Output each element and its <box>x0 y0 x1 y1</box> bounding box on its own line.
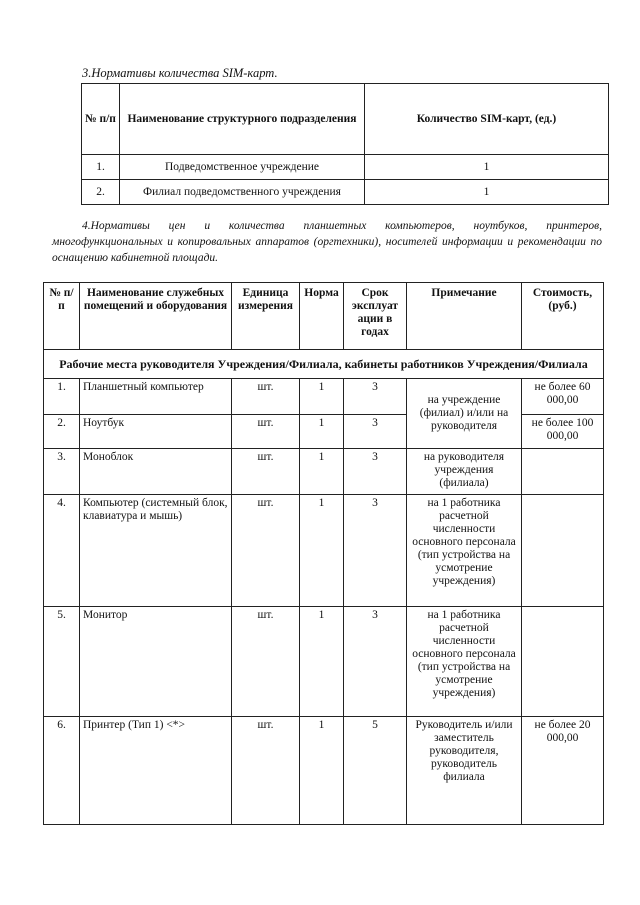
cell-name: Монитор <box>80 607 232 717</box>
col-header-num: № п/п <box>44 283 80 350</box>
cell-name: Моноблок <box>80 449 232 495</box>
cell-cost: не более 100 000,00 <box>522 415 604 449</box>
cell-note: на руководителя учреждения (филиала) <box>407 449 522 495</box>
section4-intro <box>52 218 602 266</box>
cell-name: Филиал подведомственного учреждения <box>120 180 365 205</box>
cell-num: 6. <box>44 717 80 825</box>
col-header-note: Примечание <box>407 283 522 350</box>
cell-unit: шт. <box>232 495 300 607</box>
table-row <box>82 180 609 205</box>
table-header-row <box>82 84 609 155</box>
cell-term: 3 <box>344 415 407 449</box>
cell-num: 5. <box>44 607 80 717</box>
col-header-unit: Единица измерения <box>232 283 300 350</box>
col-header-unit-name: Наименование структурного подразделения <box>120 84 365 155</box>
cell-norm: 1 <box>300 415 344 449</box>
cell-unit: шт. <box>232 379 300 415</box>
cell-unit: шт. <box>232 717 300 825</box>
section4-intro-text: 4.Нормативы цен и количества планшетных компьютеров, ноутбуков, принтеров, многофункциональных и копировальных аппаратов (оргтехники), носителей информации и рекомендации по оснащению кабинетной площади. <box>52 220 602 264</box>
cell-norm: 1 <box>300 379 344 415</box>
table-row <box>44 495 604 607</box>
table-row <box>44 449 604 495</box>
cell-note: на учреждение (филиал) и/или на руководителя <box>407 379 522 449</box>
cell-qty: 1 <box>365 180 609 205</box>
cell-num: 1. <box>44 379 80 415</box>
cell-norm: 1 <box>300 717 344 825</box>
cell-num: 2. <box>82 180 120 205</box>
col-header-cost: Стоимость, (руб.) <box>522 283 604 350</box>
cell-term: 3 <box>344 379 407 415</box>
cell-term: 3 <box>344 495 407 607</box>
cell-name: Планшетный компьютер <box>80 379 232 415</box>
cell-cost <box>522 607 604 717</box>
cell-cost <box>522 495 604 607</box>
cell-term: 3 <box>344 607 407 717</box>
cell-name: Ноутбук <box>80 415 232 449</box>
cell-cost: не более 20 000,00 <box>522 717 604 825</box>
cell-num: 1. <box>82 155 120 180</box>
cell-qty: 1 <box>365 155 609 180</box>
table-row <box>44 717 604 825</box>
sim-cards-table <box>81 83 609 205</box>
cell-num: 3. <box>44 449 80 495</box>
col-header-norm: Норма <box>300 283 344 350</box>
table-row <box>44 379 604 415</box>
cell-term: 5 <box>344 717 407 825</box>
section3-title: 3.Нормативы количества SIM-карт. <box>82 66 278 80</box>
cell-cost: не более 60 000,00 <box>522 379 604 415</box>
cell-unit: шт. <box>232 449 300 495</box>
cell-num: 2. <box>44 415 80 449</box>
group-title: Рабочие места руководителя Учреждения/Филиала, кабинеты работников Учреждения/Филиала <box>44 350 604 379</box>
group-row <box>44 350 604 379</box>
col-header-num: № п/п <box>82 84 120 155</box>
cell-cost <box>522 449 604 495</box>
cell-norm: 1 <box>300 495 344 607</box>
cell-unit: шт. <box>232 415 300 449</box>
equipment-norms-table <box>43 282 604 825</box>
col-header-term: Срок эксплуат ации в годах <box>344 283 407 350</box>
table-row <box>82 155 609 180</box>
cell-term: 3 <box>344 449 407 495</box>
cell-norm: 1 <box>300 449 344 495</box>
cell-note: на 1 работника расчетной численности основного персонала (тип устройства на усмотрение учреждения) <box>407 495 522 607</box>
table-header-row <box>44 283 604 350</box>
cell-note: Руководитель и/или заместитель руководителя, руководитель филиала <box>407 717 522 825</box>
col-header-name: Наименование служебных помещений и оборудования <box>80 283 232 350</box>
cell-num: 4. <box>44 495 80 607</box>
cell-norm: 1 <box>300 607 344 717</box>
cell-name: Принтер (Тип 1) <*> <box>80 717 232 825</box>
cell-note: на 1 работника расчетной численности основного персонала (тип устройства на усмотрение учреждения) <box>407 607 522 717</box>
cell-name: Подведомственное учреждение <box>120 155 365 180</box>
col-header-sim-qty: Количество SIM-карт, (ед.) <box>365 84 609 155</box>
table-row <box>44 607 604 717</box>
cell-unit: шт. <box>232 607 300 717</box>
cell-name: Компьютер (системный блок, клавиатура и мышь) <box>80 495 232 607</box>
